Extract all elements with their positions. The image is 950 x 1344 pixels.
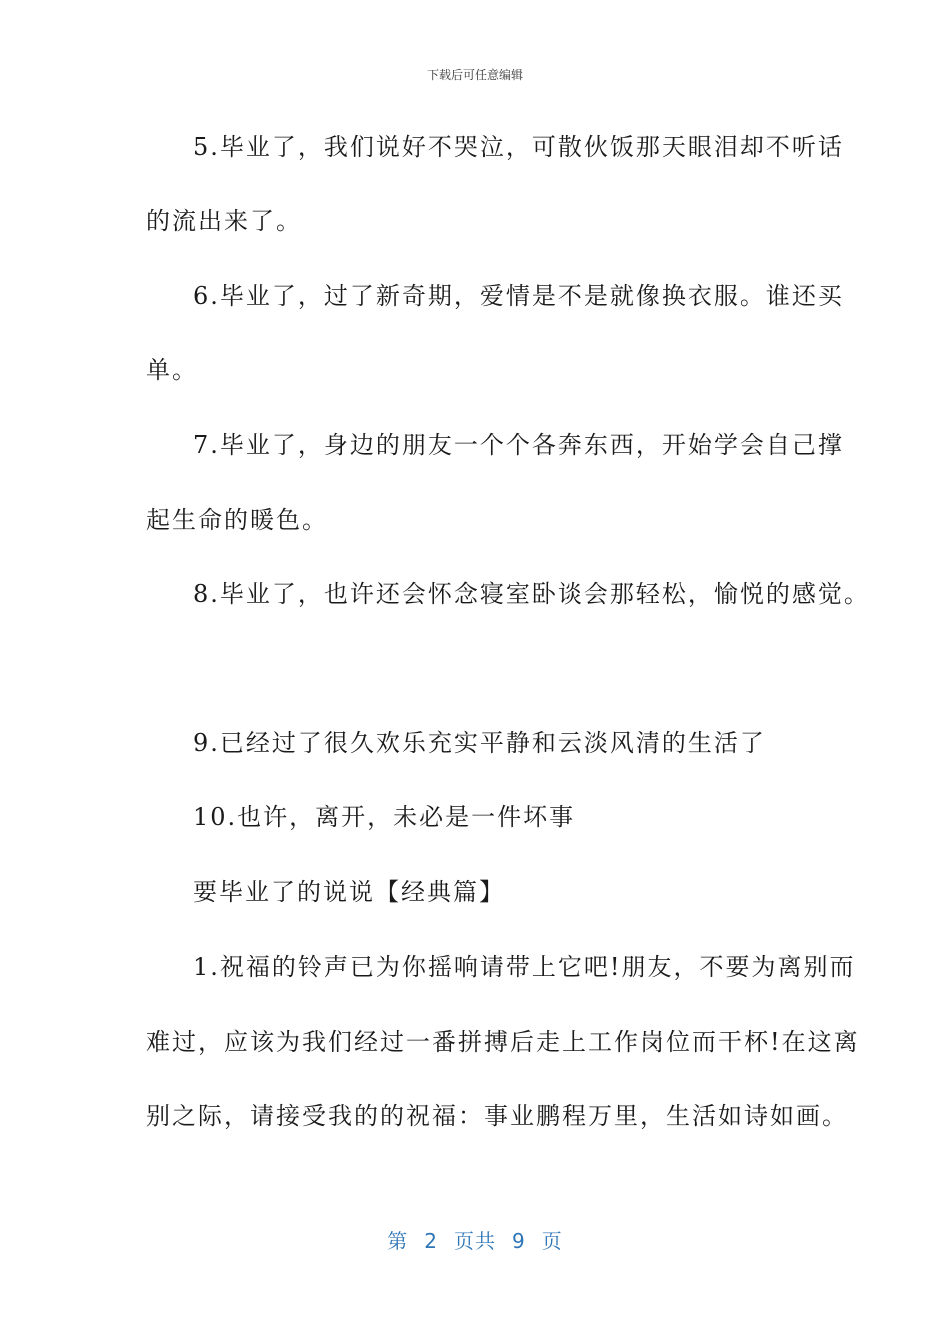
page-footer [0, 1225, 950, 1254]
paragraph-line: 1.祝福的铃声已为你摇响请带上它吧!朋友，不要为离别而 [193, 953, 856, 981]
paragraph-line: 9.已经过了很久欢乐充实平静和云淡风清的生活了 [193, 729, 766, 757]
paragraph-line: 10.也许，离开，未必是一件坏事 [193, 803, 576, 831]
footer-suffix: 页 [541, 1229, 563, 1253]
paragraph-line: 的流出来了。 [146, 207, 302, 235]
paragraph-line: 单。 [146, 356, 198, 384]
paragraph-line: 起生命的暖色。 [146, 506, 328, 534]
paragraph-line: 别之际，请接受我的的祝福：事业鹏程万里，生活如诗如画。 [146, 1102, 848, 1130]
paragraph-line: 5.毕业了，我们说好不哭泣，可散伙饭那天眼泪却不听话 [193, 133, 844, 161]
paragraph-line: 7.毕业了，身边的朋友一个个各奔东西，开始学会自己撑 [193, 431, 844, 459]
footer-prefix: 第 [387, 1229, 409, 1253]
paragraph-line: 6.毕业了，过了新奇期，爱情是不是就像换衣服。谁还买 [193, 282, 844, 310]
footer-middle: 页共 [454, 1229, 496, 1253]
footer-page-number: 2 [424, 1229, 438, 1253]
footer-total-pages: 9 [512, 1229, 526, 1253]
section-heading: 要毕业了的说说【经典篇】 [193, 878, 505, 906]
paragraph-line: 8.毕业了，也许还会怀念寝室卧谈会那轻松，愉悦的感觉。 [193, 580, 870, 608]
page-header: 下载后可任意编辑 [426, 68, 523, 82]
paragraph-line: 难过，应该为我们经过一番拼搏后走上工作岗位而干杯!在这离 [146, 1028, 860, 1056]
